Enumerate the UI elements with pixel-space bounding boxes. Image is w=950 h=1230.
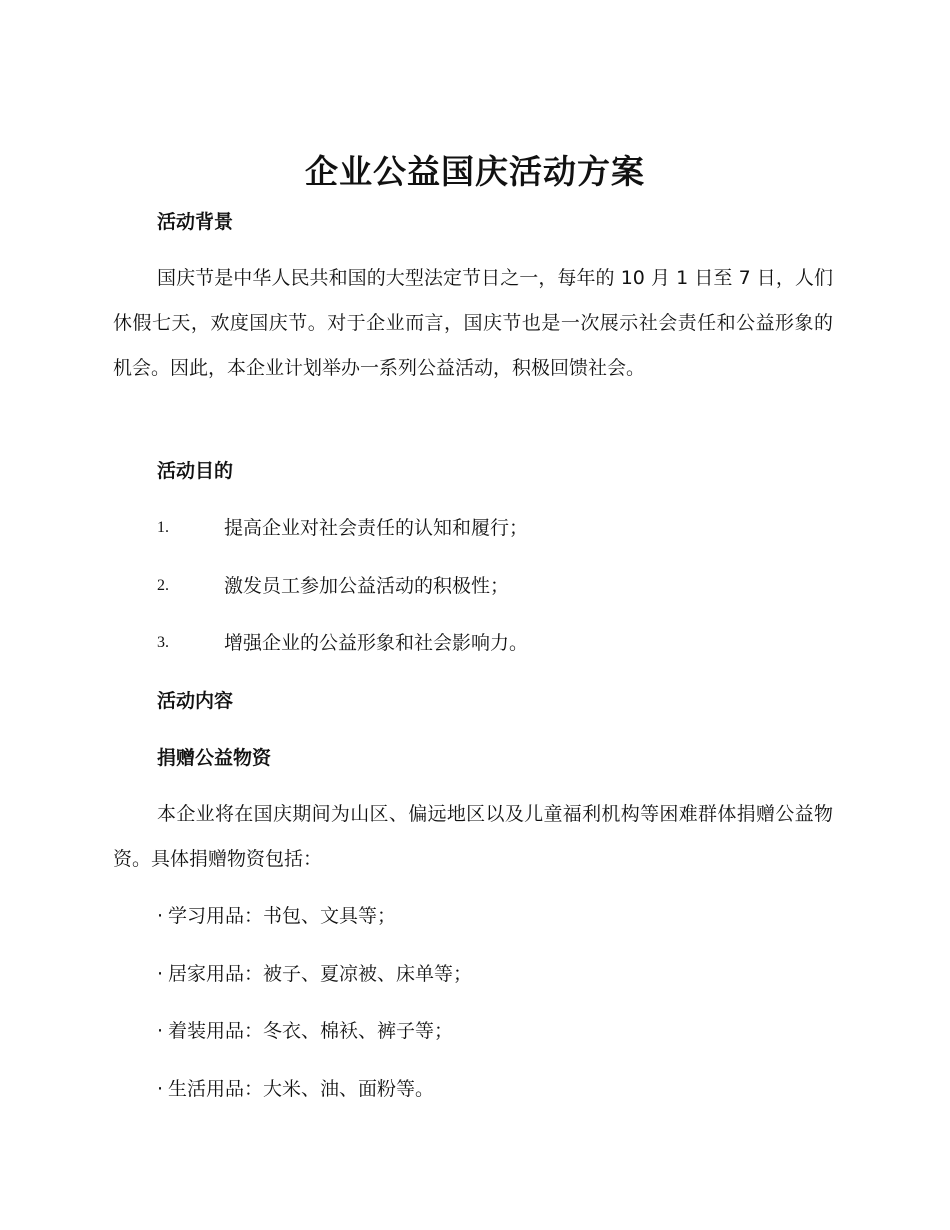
section-heading-purpose: 活动目的 <box>157 460 234 482</box>
background-paragraph: 国庆节是中华人民共和国的大型法定节日之一，每年的 10 月 1 日至 7 日，人们休假七天，欢度国庆节。对于企业而言，国庆节也是一次展示社会责任和公益形象的机会。因此，本企业计划举办一系列公益活动，积极回馈社会。 <box>113 267 833 379</box>
bullet-text: 学习用品：书包、文具等； <box>168 905 397 927</box>
list-number: 1. <box>157 519 169 536</box>
list-text: 提高企业对社会责任的认知和履行； <box>224 517 529 539</box>
bullet-item <box>157 959 472 989</box>
list-text: 激发员工参加公益活动的积极性； <box>224 575 510 597</box>
list-number: 3. <box>157 634 169 651</box>
list-number: 2. <box>157 577 169 594</box>
section-heading-donation: 捐赠公益物资 <box>157 747 272 769</box>
list-text: 增强企业的公益形象和社会影响力。 <box>224 632 529 654</box>
bullet-text: 着装用品：冬衣、棉袄、裤子等； <box>168 1020 454 1042</box>
bullet-dot: · <box>157 1020 164 1042</box>
bullet-dot: · <box>157 963 164 985</box>
bullet-dot: · <box>157 1078 164 1100</box>
section-heading-background: 活动背景 <box>157 211 234 233</box>
document-title: 企业公益国庆活动方案 <box>305 152 645 191</box>
bullet-text: 生活用品：大米、油、面粉等。 <box>168 1078 435 1100</box>
bullet-item <box>157 1016 453 1046</box>
donation-paragraph: 本企业将在国庆期间为山区、偏远地区以及儿童福利机构等困难群体捐赠公益物资。具体捐赠物资包括： <box>113 803 833 870</box>
bullet-text: 居家用品：被子、夏凉被、床单等； <box>168 963 473 985</box>
section-heading-content: 活动内容 <box>157 690 234 712</box>
bullet-item <box>157 901 396 931</box>
bullet-item <box>157 1074 434 1104</box>
bullet-dot: · <box>157 905 164 927</box>
